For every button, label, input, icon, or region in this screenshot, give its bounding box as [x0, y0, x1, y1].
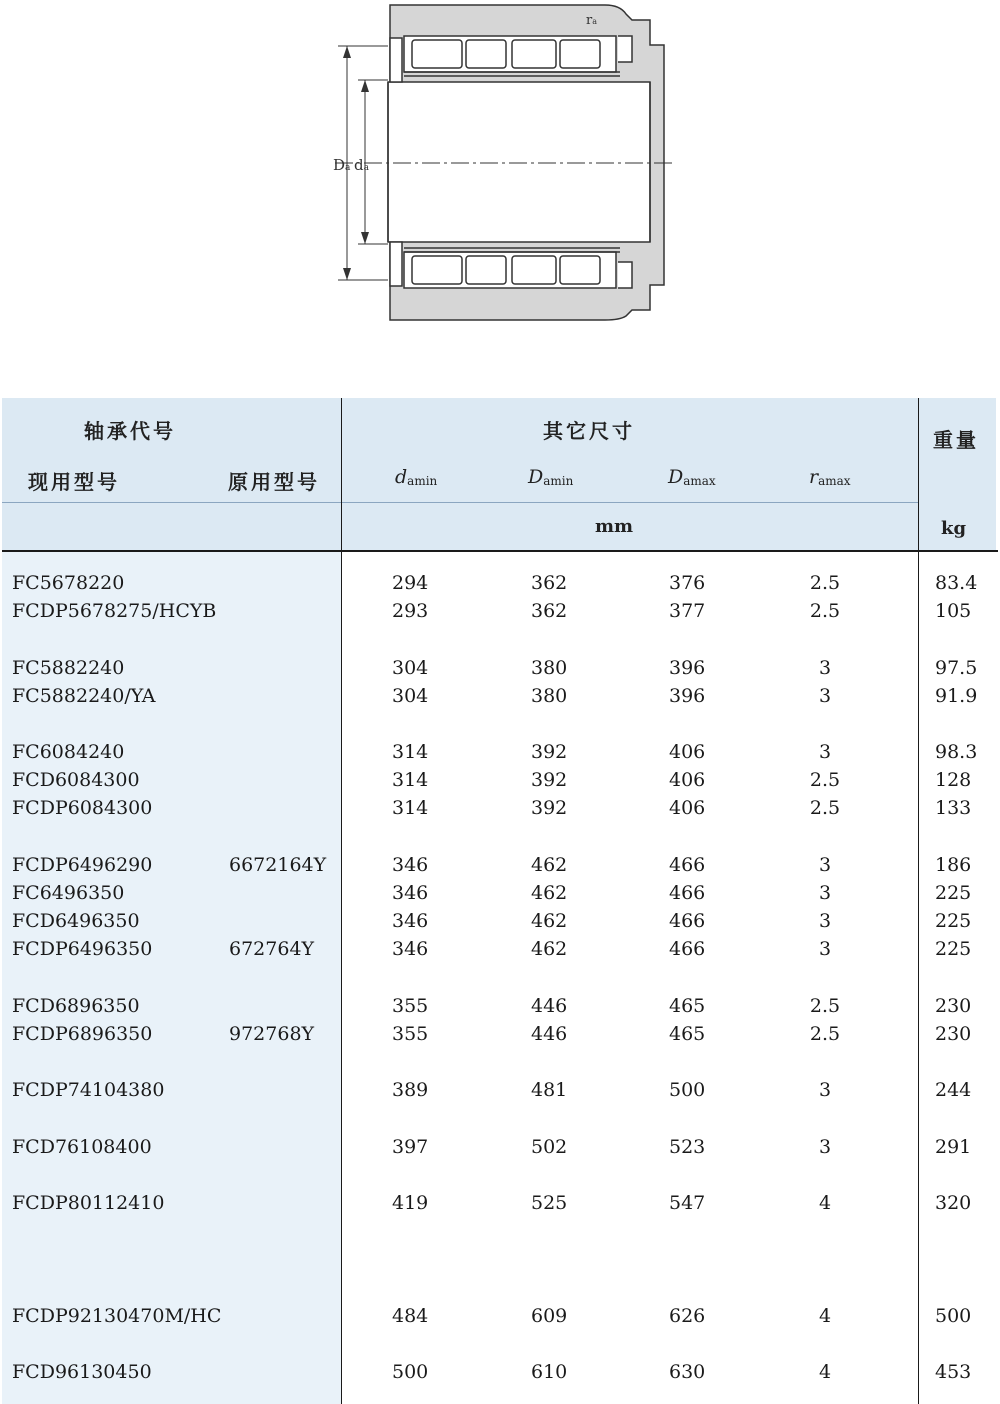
table-row	[0, 882, 1000, 910]
cell-r-amax: 2.5	[809, 600, 841, 622]
cell-D-amax: 406	[669, 769, 706, 791]
cell-d-amin: 389	[392, 1079, 429, 1101]
cell-d-amin: 346	[392, 882, 429, 904]
cell-r-amax: 3	[818, 741, 832, 763]
bearing-code-heading: 轴承代号	[84, 419, 176, 443]
cell-D-amin: 446	[531, 995, 568, 1017]
cell-weight: 453	[935, 1361, 972, 1383]
cell-weight: 500	[935, 1305, 972, 1327]
cell-weight: 133	[935, 797, 972, 819]
cell-code: FC5882240/YA	[12, 685, 156, 707]
cell-r-amax: 4	[818, 1305, 832, 1327]
cell-weight: 186	[935, 854, 972, 876]
original-model-heading: 原用型号	[228, 470, 320, 494]
col-r-amax: $r_{amax}$	[809, 466, 851, 488]
cell-d-amin: 397	[392, 1136, 429, 1158]
cell-code: FCD6896350	[12, 995, 140, 1017]
cell-r-amax: 2.5	[809, 572, 841, 594]
cell-d-amin: 484	[392, 1305, 429, 1327]
label-r-a: ra	[586, 13, 597, 28]
cell-D-amax: 466	[669, 882, 706, 904]
table-row	[0, 1023, 1000, 1051]
cell-D-amax: 466	[669, 910, 706, 932]
cell-weight: 97.5	[935, 657, 978, 679]
cell-r-amax: 3	[818, 854, 832, 876]
cell-weight: 230	[935, 995, 972, 1017]
col-D-amin: $D_{amin}$	[528, 466, 574, 488]
cell-D-amax: 626	[669, 1305, 706, 1327]
table-row	[0, 657, 1000, 685]
cell-r-amax: 2.5	[809, 1023, 841, 1045]
cell-r-amax: 2.5	[809, 995, 841, 1017]
cell-code: FC6496350	[12, 882, 125, 904]
cell-D-amin: 392	[531, 741, 568, 763]
cell-D-amax: 547	[669, 1192, 706, 1214]
table-row	[0, 910, 1000, 938]
cell-code: FCDP6896350	[12, 1023, 153, 1045]
cell-r-amax: 2.5	[809, 797, 841, 819]
cell-weight: 230	[935, 1023, 972, 1045]
cell-r-amax: 3	[818, 685, 832, 707]
cell-code: FCD6496350	[12, 910, 140, 932]
cell-D-amax: 406	[669, 797, 706, 819]
cell-d-amin: 500	[392, 1361, 429, 1383]
unit-mm: mm	[595, 516, 634, 537]
other-dims-heading: 其它尺寸	[543, 419, 635, 443]
cell-d-amin: 294	[392, 572, 429, 594]
cell-old-model: 672764Y	[229, 938, 315, 960]
cell-D-amin: 609	[531, 1305, 568, 1327]
cell-code: FCDP6496350	[12, 938, 153, 960]
cell-weight: 291	[935, 1136, 972, 1158]
cell-old-model: 6672164Y	[229, 854, 327, 876]
cell-code: FCDP6084300	[12, 797, 153, 819]
cell-D-amin: 380	[531, 685, 568, 707]
cell-d-amin: 314	[392, 797, 429, 819]
cell-code: FC6084240	[12, 741, 125, 763]
cell-weight: 83.4	[935, 572, 978, 594]
cell-d-amin: 304	[392, 685, 429, 707]
cell-D-amin: 362	[531, 600, 568, 622]
cell-D-amin: 392	[531, 769, 568, 791]
cell-r-amax: 4	[818, 1192, 832, 1214]
cell-D-amin: 502	[531, 1136, 568, 1158]
cell-weight: 105	[935, 600, 972, 622]
cell-D-amin: 462	[531, 854, 568, 876]
unit-kg: kg	[941, 518, 967, 539]
current-model-heading: 现用型号	[28, 470, 120, 494]
table-row	[0, 685, 1000, 713]
cell-weight: 91.9	[935, 685, 978, 707]
label-D-a: Da	[333, 156, 351, 174]
cell-D-amax: 406	[669, 741, 706, 763]
cell-D-amin: 481	[531, 1079, 568, 1101]
cell-D-amin: 380	[531, 657, 568, 679]
cell-r-amax: 3	[818, 1079, 832, 1101]
bearing-section-drawing	[0, 0, 1000, 360]
divider	[2, 502, 341, 503]
cell-weight: 128	[935, 769, 972, 791]
col-D-amax: $D_{amax}$	[668, 466, 716, 488]
cell-weight: 320	[935, 1192, 972, 1214]
header-rule	[2, 550, 998, 552]
table-row	[0, 1192, 1000, 1220]
cell-d-amin: 314	[392, 741, 429, 763]
cell-d-amin: 419	[392, 1192, 429, 1214]
cell-code: FCDP74104380	[12, 1079, 165, 1101]
cell-old-model: 972768Y	[229, 1023, 315, 1045]
cell-D-amax: 465	[669, 1023, 706, 1045]
cell-code: FCDP5678275/HCYB	[12, 600, 217, 622]
col-d-amin: $d_{amin}$	[395, 466, 438, 488]
table-row	[0, 769, 1000, 797]
cell-D-amin: 446	[531, 1023, 568, 1045]
divider	[342, 502, 918, 503]
table-row	[0, 572, 1000, 600]
cell-d-amin: 304	[392, 657, 429, 679]
cell-D-amax: 396	[669, 685, 706, 707]
cell-r-amax: 3	[818, 1136, 832, 1158]
cell-D-amin: 392	[531, 797, 568, 819]
table-row	[0, 741, 1000, 769]
cell-D-amax: 465	[669, 995, 706, 1017]
cell-d-amin: 355	[392, 995, 429, 1017]
cell-code: FCDP80112410	[12, 1192, 165, 1214]
cell-weight: 225	[935, 938, 972, 960]
cell-r-amax: 2.5	[809, 769, 841, 791]
cell-code: FCD96130450	[12, 1361, 152, 1383]
table-row	[0, 938, 1000, 966]
cell-D-amax: 466	[669, 938, 706, 960]
cell-d-amin: 314	[392, 769, 429, 791]
cell-d-amin: 355	[392, 1023, 429, 1045]
cell-code: FCDP6496290	[12, 854, 153, 876]
table-row	[0, 600, 1000, 628]
cell-D-amax: 396	[669, 657, 706, 679]
cell-weight: 98.3	[935, 741, 978, 763]
cell-D-amin: 462	[531, 910, 568, 932]
cell-r-amax: 3	[818, 938, 832, 960]
cell-weight: 225	[935, 882, 972, 904]
cell-code: FC5882240	[12, 657, 125, 679]
bearing-table	[0, 398, 1000, 1404]
table-row	[0, 1136, 1000, 1164]
cell-r-amax: 4	[818, 1361, 832, 1383]
cell-D-amin: 525	[531, 1192, 568, 1214]
cell-r-amax: 3	[818, 882, 832, 904]
cell-D-amax: 630	[669, 1361, 706, 1383]
cell-D-amin: 462	[531, 882, 568, 904]
table-row	[0, 1361, 1000, 1389]
cell-D-amax: 466	[669, 854, 706, 876]
cell-d-amin: 346	[392, 910, 429, 932]
cell-D-amin: 610	[531, 1361, 568, 1383]
cell-r-amax: 3	[818, 910, 832, 932]
cell-D-amax: 377	[669, 600, 706, 622]
cell-code: FCD6084300	[12, 769, 140, 791]
cell-weight: 244	[935, 1079, 972, 1101]
cell-D-amax: 376	[669, 572, 706, 594]
table-row	[0, 854, 1000, 882]
cell-code: FCDP92130470M/HC	[12, 1305, 222, 1327]
label-d-a: da	[354, 156, 369, 174]
cell-code: FC5678220	[12, 572, 125, 594]
cell-r-amax: 3	[818, 657, 832, 679]
cell-code: FCD76108400	[12, 1136, 152, 1158]
cell-D-amin: 462	[531, 938, 568, 960]
cell-D-amax: 500	[669, 1079, 706, 1101]
cell-D-amax: 523	[669, 1136, 706, 1158]
weight-heading: 重量	[933, 428, 979, 452]
table-row	[0, 995, 1000, 1023]
cell-d-amin: 346	[392, 938, 429, 960]
cell-d-amin: 346	[392, 854, 429, 876]
table-row	[0, 1079, 1000, 1107]
cell-d-amin: 293	[392, 600, 429, 622]
cell-D-amin: 362	[531, 572, 568, 594]
table-row	[0, 797, 1000, 825]
table-row	[0, 1305, 1000, 1333]
cell-weight: 225	[935, 910, 972, 932]
